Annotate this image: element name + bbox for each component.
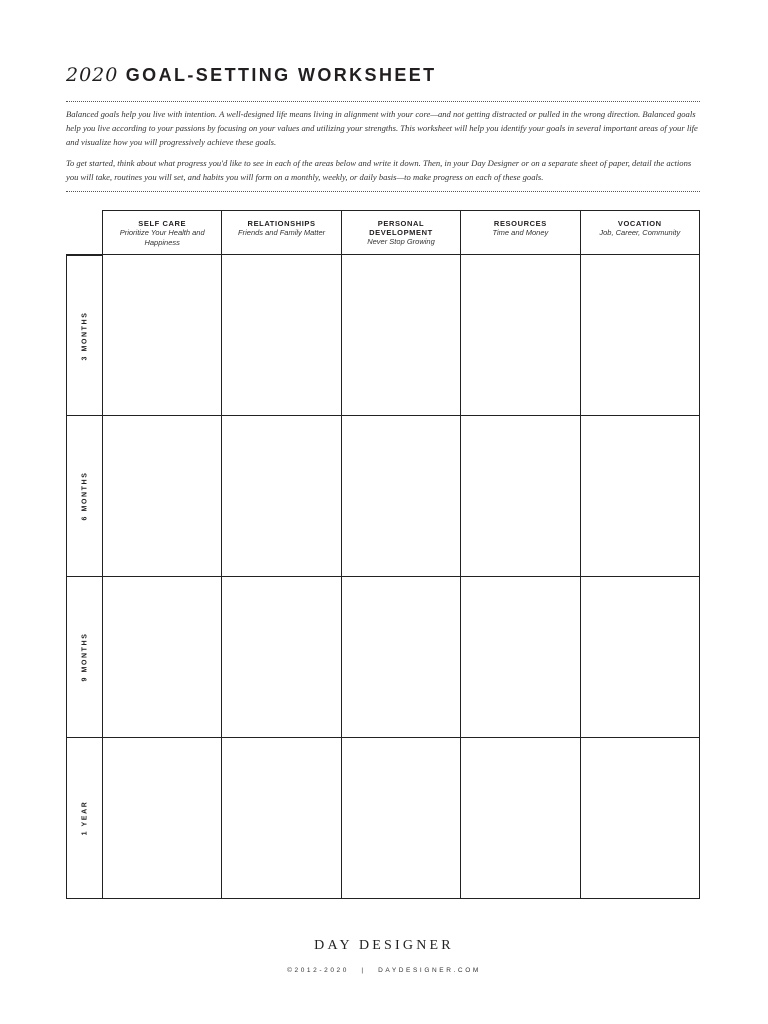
row-header-9-months <box>66 577 103 738</box>
page-title <box>66 64 437 86</box>
goal-cell-3-months-resources[interactable] <box>461 255 580 416</box>
goal-cell-1-year-vocation[interactable] <box>581 738 700 899</box>
column-title: VOCATION <box>617 219 662 228</box>
row-label: 3 MONTHS <box>81 311 88 360</box>
bottom-divider <box>66 191 700 192</box>
footer-separator: | <box>361 967 366 974</box>
column-title: SELF CARE <box>138 219 187 228</box>
goal-cell-6-months-personal-development[interactable] <box>342 416 461 577</box>
goal-cell-1-year-resources[interactable] <box>461 738 580 899</box>
goal-cell-9-months-resources[interactable] <box>461 577 580 738</box>
website-link[interactable]: DAYDESIGNER.COM <box>378 967 481 974</box>
column-header-self-care <box>103 210 222 255</box>
goal-cell-6-months-relationships[interactable] <box>222 416 341 577</box>
column-title: RELATIONSHIPS <box>247 219 316 228</box>
goal-cell-6-months-self-care[interactable] <box>103 416 222 577</box>
column-subtitle: Time and Money <box>492 228 549 237</box>
column-header-relationships <box>222 210 341 255</box>
column-title: PERSONAL DEVELOPMENT <box>369 219 433 237</box>
row-header-1-year <box>66 738 103 899</box>
row-header-3-months <box>66 255 103 416</box>
goal-cell-9-months-vocation[interactable] <box>581 577 700 738</box>
column-title: RESOURCES <box>493 219 547 228</box>
goal-cell-1-year-personal-development[interactable] <box>342 738 461 899</box>
grid-corner <box>66 210 103 255</box>
row-label: 9 MONTHS <box>81 632 88 682</box>
intro-paragraph-2: To get started, think about what progress you'd like to see in each of the areas below and write it down. Then, in your Day Designer or on a separate sheet of paper, detail the actions you will take, routines you will set, and habits you will form on a monthly, weekly, or daily basis—to make progress on each of these goals. <box>66 158 692 182</box>
column-subtitle: Friends and Family Matter <box>238 228 326 237</box>
intro-paragraph-1: Balanced goals help you live with intention. A well-designed life means living in alignment with your core—and not getting distracted or pulled in the wrong direction. Balanced goals help you live according to your passions by focusing on your values and utilizing your strengths. This worksheet will help you identify your goals in several important areas of your life and visualize how you will progressively achieve these goals. <box>66 109 698 147</box>
row-label: 6 MONTHS <box>81 471 88 521</box>
footer-line <box>0 967 768 974</box>
copyright-text: ©2012-2020 <box>287 967 349 974</box>
column-subtitle: Prioritize Your Health and Happiness <box>119 228 205 247</box>
goal-cell-9-months-relationships[interactable] <box>222 577 341 738</box>
title-text: GOAL-SETTING WORKSHEET <box>125 65 437 85</box>
column-subtitle: Job, Career, Community <box>599 228 681 237</box>
goal-grid <box>66 210 700 899</box>
goal-cell-3-months-self-care[interactable] <box>103 255 222 416</box>
column-header-resources <box>461 210 580 255</box>
goal-cell-6-months-vocation[interactable] <box>581 416 700 577</box>
top-divider <box>66 101 700 102</box>
goal-cell-1-year-self-care[interactable] <box>103 738 222 899</box>
goal-cell-1-year-relationships[interactable] <box>222 738 341 899</box>
goal-cell-3-months-relationships[interactable] <box>222 255 341 416</box>
column-header-personal-development <box>342 210 461 255</box>
goal-cell-9-months-personal-development[interactable] <box>342 577 461 738</box>
goal-cell-3-months-personal-development[interactable] <box>342 255 461 416</box>
row-header-6-months <box>66 416 103 577</box>
goal-cell-6-months-resources[interactable] <box>461 416 580 577</box>
row-label: 1 YEAR <box>81 800 88 836</box>
title-year: 2020 <box>66 64 119 86</box>
goal-cell-3-months-vocation[interactable] <box>581 255 700 416</box>
column-header-vocation <box>581 210 700 255</box>
goal-cell-9-months-self-care[interactable] <box>103 577 222 738</box>
brand-logo: DAY DESIGNER <box>314 938 454 953</box>
column-subtitle: Never Stop Growing <box>367 237 435 246</box>
